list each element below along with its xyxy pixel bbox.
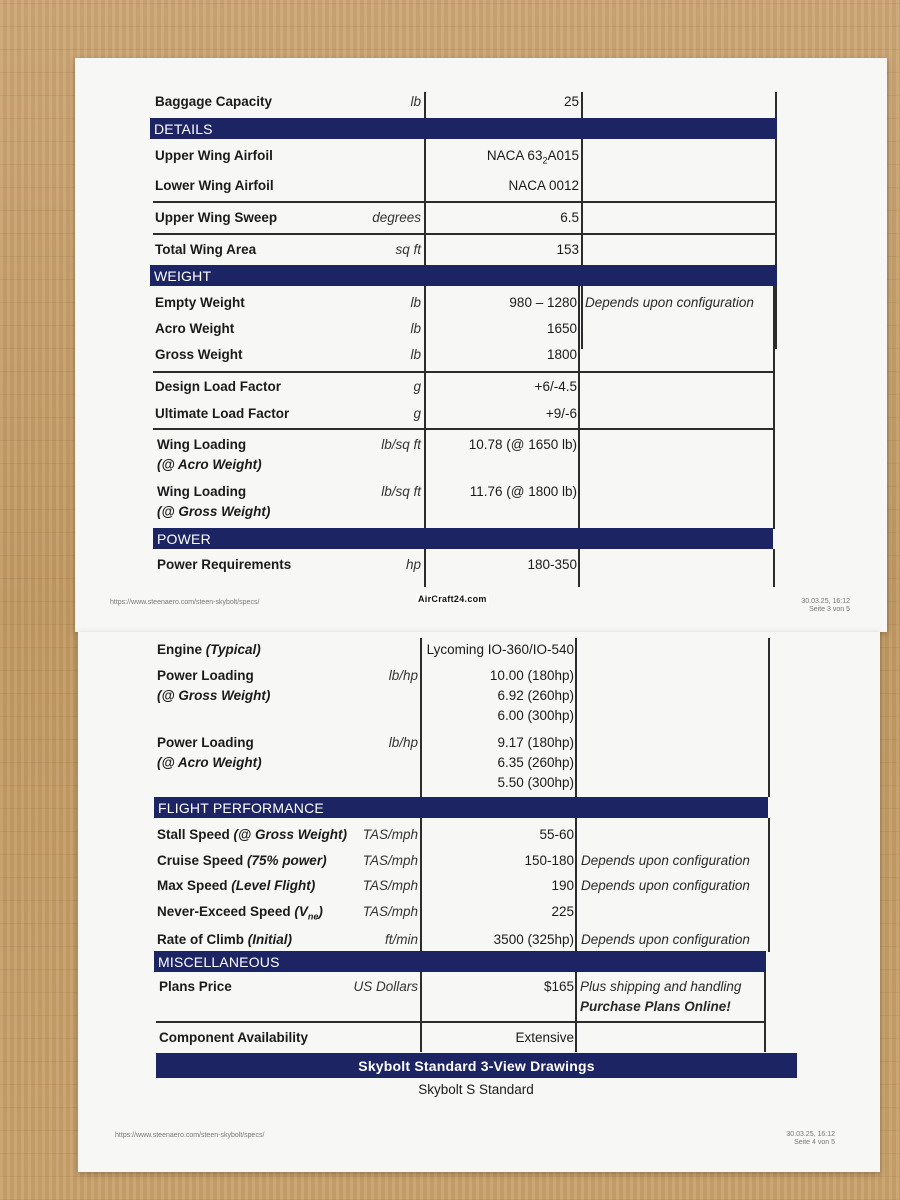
upper-wing-sweep-value: 6.5: [560, 210, 579, 225]
max-speed-label: Max Speed (Level Flight): [157, 878, 316, 893]
rate-of-climb-note: Depends upon configuration: [581, 932, 750, 947]
baggage-capacity-label: Baggage Capacity: [155, 94, 273, 109]
stall-speed-label: Stall Speed (@ Gross Weight): [157, 827, 347, 842]
ultimate-load-factor-label: Ultimate Load Factor: [155, 406, 290, 421]
cruise-speed-note: Depends upon configuration: [581, 853, 750, 868]
upper-wing-airfoil-label: Upper Wing Airfoil: [155, 148, 273, 163]
footer-url-page-4: https://www.steenaero.com/steen-skybolt/specs/: [115, 1132, 265, 1139]
rate-of-climb-unit: ft/min: [384, 932, 418, 947]
never-exceed-speed-value: 225: [551, 904, 574, 919]
baggage-capacity-unit: lb: [410, 94, 421, 109]
total-wing-area-label: Total Wing Area: [155, 242, 257, 257]
component-availability-value: Extensive: [515, 1030, 574, 1045]
wing-loading-acro-value: 10.78 (@ 1650 lb): [468, 437, 577, 452]
section-flight-performance: FLIGHT PERFORMANCE: [154, 797, 768, 818]
empty-weight-unit: lb: [410, 295, 421, 310]
wing-loading-gross-value: 11.76 (@ 1800 lb): [469, 484, 577, 499]
purchase-plans-online-link[interactable]: Purchase Plans Online!: [580, 999, 731, 1014]
plans-price-value: $165: [543, 979, 574, 994]
power-loading-gross-label: Power Loading (@ Gross Weight): [157, 668, 271, 703]
power-loading-acro-unit: lb/hp: [388, 735, 418, 750]
power-loading-acro-value: 9.17 (180hp) 6.35 (260hp) 5.50 (300hp): [497, 735, 574, 790]
total-wing-area-unit: sq ft: [395, 242, 421, 257]
footer-url-page-3: https://www.steenaero.com/steen-skybolt/specs/: [110, 599, 260, 606]
wing-loading-gross-unit: lb/sq ft: [381, 484, 421, 499]
cruise-speed-unit: TAS/mph: [362, 853, 418, 868]
power-requirements-unit: hp: [405, 557, 421, 572]
cruise-speed-label: Cruise Speed (75% power): [157, 853, 327, 868]
max-speed-note: Depends upon configuration: [581, 878, 750, 893]
design-load-factor-value: +6/-4.5: [534, 379, 577, 394]
total-wing-area-value: 153: [556, 242, 579, 257]
acro-weight-unit: lb: [410, 321, 421, 336]
engine-label: Engine (Typical): [157, 642, 261, 657]
plans-price-note: Plus shipping and handling Purchase Plans Online!: [580, 979, 742, 1014]
design-load-factor-label: Design Load Factor: [155, 379, 282, 394]
power-loading-gross-unit: lb/hp: [388, 668, 418, 683]
ultimate-load-factor-value: +9/-6: [545, 406, 577, 421]
max-speed-value: 190: [551, 878, 574, 893]
gross-weight-value: 1800: [546, 347, 577, 362]
power-loading-gross-value: 10.00 (180hp) 6.92 (260hp) 6.00 (300hp): [489, 668, 574, 723]
lower-wing-airfoil-value: NACA 0012: [508, 178, 579, 193]
power-loading-acro-label: Power Loading (@ Acro Weight): [157, 735, 262, 770]
max-speed-unit: TAS/mph: [362, 878, 418, 893]
footer-date-page-3: 30.03.25, 16:12 Seite 3 von 5: [801, 598, 850, 613]
power-requirements-label: Power Requirements: [157, 557, 292, 572]
aircraft24-watermark: AirCraft24.com: [418, 594, 487, 604]
spec-sheet-page-3: [75, 58, 887, 632]
plans-price-label: Plans Price: [159, 979, 232, 994]
drawing-caption: Skybolt S Standard: [418, 1082, 534, 1097]
never-exceed-speed-unit: TAS/mph: [362, 904, 418, 919]
design-load-factor-unit: g: [413, 379, 421, 394]
lower-wing-airfoil-label: Lower Wing Airfoil: [155, 178, 274, 193]
engine-value: Lycoming IO-360/IO-540: [426, 642, 574, 657]
wing-loading-acro-unit: lb/sq ft: [381, 437, 421, 452]
rate-of-climb-value: 3500 (325hp): [493, 932, 574, 947]
gross-weight-label: Gross Weight: [155, 347, 243, 362]
section-miscellaneous: MISCELLANEOUS: [154, 951, 766, 972]
acro-weight-value: 1650: [546, 321, 577, 336]
stall-speed-unit: TAS/mph: [362, 827, 418, 842]
empty-weight-note: Depends upon configuration: [585, 295, 754, 310]
never-exceed-speed-label: Never-Exceed Speed $(V_{ne})$: [157, 904, 323, 922]
footer-date-page-4: 30.03.25, 16:12 Seite 4 von 5: [786, 1131, 835, 1146]
power-requirements-value: 180-350: [527, 557, 577, 572]
rate-of-climb-label: Rate of Climb (Initial): [157, 932, 293, 947]
upper-wing-sweep-unit: degrees: [372, 210, 421, 225]
section-weight: WEIGHT: [150, 265, 777, 286]
acro-weight-label: Acro Weight: [155, 321, 235, 336]
baggage-capacity-value: 25: [563, 94, 579, 109]
ultimate-load-factor-unit: g: [413, 406, 421, 421]
section-details: DETAILS: [150, 118, 777, 139]
upper-wing-sweep-label: Upper Wing Sweep: [155, 210, 278, 225]
component-availability-label: Component Availability: [159, 1030, 309, 1045]
cruise-speed-value: 150-180: [524, 853, 574, 868]
plans-price-unit: US Dollars: [353, 979, 418, 994]
wing-loading-acro-label: Wing Loading (@ Acro Weight): [157, 437, 262, 472]
empty-weight-value: 980 – 1280: [509, 295, 577, 310]
upper-wing-airfoil-value: NACA $63_2A015$: [486, 148, 579, 166]
wing-loading-gross-label: Wing Loading (@ Gross Weight): [157, 484, 271, 519]
stall-speed-value: 55-60: [539, 827, 574, 842]
gross-weight-unit: lb: [410, 347, 421, 362]
spec-sheet-page-4: [78, 632, 880, 1172]
section-power: POWER: [153, 528, 773, 549]
empty-weight-label: Empty Weight: [155, 295, 245, 310]
three-view-drawings-banner: Skybolt Standard 3-View Drawings: [156, 1053, 797, 1078]
